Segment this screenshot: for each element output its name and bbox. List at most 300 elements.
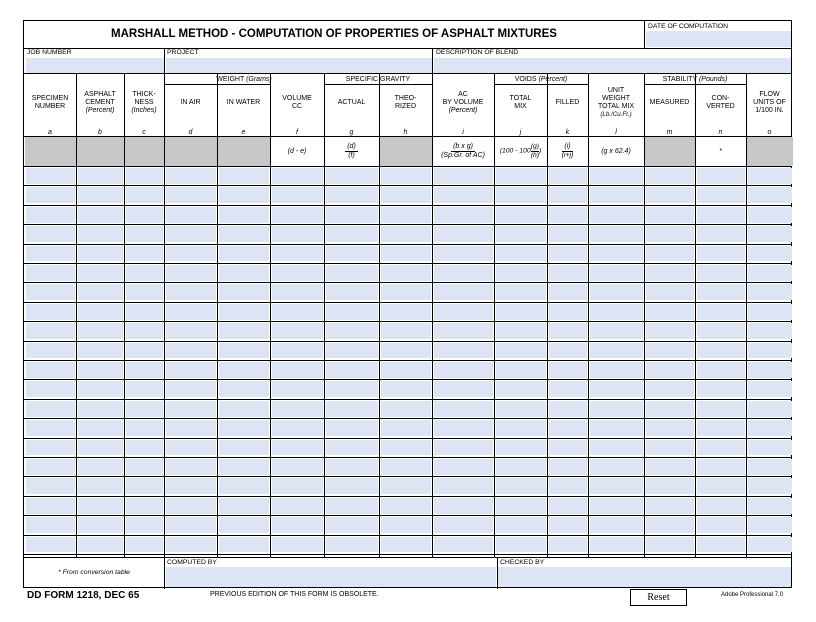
cell-h-row-1[interactable] — [381, 168, 431, 184]
cell-g-row-15[interactable] — [326, 440, 378, 456]
cell-d-row-19[interactable] — [166, 517, 216, 533]
cell-g-row-4[interactable] — [326, 226, 378, 242]
cell-a-row-13[interactable] — [26, 401, 75, 417]
cell-b-row-16[interactable] — [78, 459, 123, 475]
cell-j-row-18[interactable] — [496, 498, 546, 514]
cell-k-row-11[interactable] — [549, 362, 587, 378]
cell-h-row-16[interactable] — [381, 459, 431, 475]
cell-e-row-8[interactable] — [219, 304, 269, 320]
cell-e-row-1[interactable] — [219, 168, 269, 184]
cell-l-row-14[interactable] — [590, 420, 643, 436]
cell-k-row-2[interactable] — [549, 187, 587, 203]
cell-i-row-16[interactable] — [434, 459, 493, 475]
cell-o-row-17[interactable] — [748, 478, 792, 494]
cell-b-row-1[interactable] — [78, 168, 123, 184]
cell-e-row-5[interactable] — [219, 246, 269, 262]
cell-k-row-8[interactable] — [549, 304, 587, 320]
cell-m-row-6[interactable] — [646, 265, 694, 281]
cell-n-row-10[interactable] — [697, 343, 745, 359]
cell-f-row-6[interactable] — [272, 265, 323, 281]
cell-f-row-11[interactable] — [272, 362, 323, 378]
cell-d-row-13[interactable] — [166, 401, 216, 417]
cell-k-row-3[interactable] — [549, 207, 587, 223]
cell-l-row-20[interactable] — [590, 537, 643, 553]
cell-j-row-14[interactable] — [496, 420, 546, 436]
cell-h-row-2[interactable] — [381, 187, 431, 203]
cell-m-row-14[interactable] — [646, 420, 694, 436]
cell-f-row-19[interactable] — [272, 517, 323, 533]
cell-g-row-18[interactable] — [326, 498, 378, 514]
cell-j-row-9[interactable] — [496, 323, 546, 339]
cell-e-row-2[interactable] — [219, 187, 269, 203]
cell-m-row-4[interactable] — [646, 226, 694, 242]
cell-g-row-19[interactable] — [326, 517, 378, 533]
cell-a-row-4[interactable] — [26, 226, 75, 242]
cell-b-row-7[interactable] — [78, 284, 123, 300]
cell-o-row-11[interactable] — [748, 362, 792, 378]
cell-d-row-8[interactable] — [166, 304, 216, 320]
cell-k-row-7[interactable] — [549, 284, 587, 300]
cell-b-row-17[interactable] — [78, 478, 123, 494]
cell-i-row-2[interactable] — [434, 187, 493, 203]
cell-m-row-3[interactable] — [646, 207, 694, 223]
cell-e-row-16[interactable] — [219, 459, 269, 475]
cell-j-row-19[interactable] — [496, 517, 546, 533]
cell-l-row-5[interactable] — [590, 246, 643, 262]
cell-c-row-11[interactable] — [126, 362, 163, 378]
cell-n-row-8[interactable] — [697, 304, 745, 320]
cell-n-row-1[interactable] — [697, 168, 745, 184]
cell-c-row-5[interactable] — [126, 246, 163, 262]
cell-l-row-7[interactable] — [590, 284, 643, 300]
cell-m-row-16[interactable] — [646, 459, 694, 475]
cell-d-row-5[interactable] — [166, 246, 216, 262]
cell-f-row-7[interactable] — [272, 284, 323, 300]
cell-a-row-18[interactable] — [26, 498, 75, 514]
cell-f-row-4[interactable] — [272, 226, 323, 242]
cell-l-row-11[interactable] — [590, 362, 643, 378]
cell-f-row-10[interactable] — [272, 343, 323, 359]
cell-k-row-6[interactable] — [549, 265, 587, 281]
cell-e-row-19[interactable] — [219, 517, 269, 533]
cell-i-row-8[interactable] — [434, 304, 493, 320]
cell-m-row-1[interactable] — [646, 168, 694, 184]
cell-l-row-19[interactable] — [590, 517, 643, 533]
cell-g-row-9[interactable] — [326, 323, 378, 339]
cell-d-row-15[interactable] — [166, 440, 216, 456]
cell-l-row-16[interactable] — [590, 459, 643, 475]
cell-d-row-2[interactable] — [166, 187, 216, 203]
cell-k-row-4[interactable] — [549, 226, 587, 242]
cell-n-row-19[interactable] — [697, 517, 745, 533]
cell-c-row-14[interactable] — [126, 420, 163, 436]
cell-i-row-17[interactable] — [434, 478, 493, 494]
cell-b-row-2[interactable] — [78, 187, 123, 203]
cell-l-row-3[interactable] — [590, 207, 643, 223]
cell-e-row-18[interactable] — [219, 498, 269, 514]
cell-b-row-9[interactable] — [78, 323, 123, 339]
cell-n-row-13[interactable] — [697, 401, 745, 417]
cell-j-row-16[interactable] — [496, 459, 546, 475]
cell-a-row-1[interactable] — [26, 168, 75, 184]
cell-m-row-11[interactable] — [646, 362, 694, 378]
cell-l-row-2[interactable] — [590, 187, 643, 203]
cell-j-row-17[interactable] — [496, 478, 546, 494]
date-of-computation-field[interactable] — [646, 31, 791, 47]
cell-g-row-13[interactable] — [326, 401, 378, 417]
cell-h-row-4[interactable] — [381, 226, 431, 242]
checked-by-field[interactable] — [498, 567, 791, 587]
cell-f-row-17[interactable] — [272, 478, 323, 494]
cell-h-row-8[interactable] — [381, 304, 431, 320]
cell-k-row-15[interactable] — [549, 440, 587, 456]
cell-d-row-10[interactable] — [166, 343, 216, 359]
cell-k-row-5[interactable] — [549, 246, 587, 262]
cell-n-row-2[interactable] — [697, 187, 745, 203]
cell-o-row-15[interactable] — [748, 440, 792, 456]
cell-g-row-1[interactable] — [326, 168, 378, 184]
cell-m-row-12[interactable] — [646, 381, 694, 397]
cell-e-row-10[interactable] — [219, 343, 269, 359]
cell-k-row-13[interactable] — [549, 401, 587, 417]
cell-m-row-10[interactable] — [646, 343, 694, 359]
cell-a-row-20[interactable] — [26, 537, 75, 553]
cell-l-row-8[interactable] — [590, 304, 643, 320]
cell-l-row-17[interactable] — [590, 478, 643, 494]
cell-b-row-5[interactable] — [78, 246, 123, 262]
cell-e-row-17[interactable] — [219, 478, 269, 494]
cell-g-row-2[interactable] — [326, 187, 378, 203]
cell-o-row-19[interactable] — [748, 517, 792, 533]
cell-m-row-5[interactable] — [646, 246, 694, 262]
cell-m-row-15[interactable] — [646, 440, 694, 456]
cell-e-row-12[interactable] — [219, 381, 269, 397]
cell-e-row-4[interactable] — [219, 226, 269, 242]
cell-g-row-10[interactable] — [326, 343, 378, 359]
cell-g-row-11[interactable] — [326, 362, 378, 378]
cell-l-row-9[interactable] — [590, 323, 643, 339]
cell-g-row-3[interactable] — [326, 207, 378, 223]
cell-i-row-19[interactable] — [434, 517, 493, 533]
cell-c-row-12[interactable] — [126, 381, 163, 397]
cell-e-row-7[interactable] — [219, 284, 269, 300]
cell-g-row-17[interactable] — [326, 478, 378, 494]
cell-j-row-1[interactable] — [496, 168, 546, 184]
cell-e-row-9[interactable] — [219, 323, 269, 339]
cell-b-row-8[interactable] — [78, 304, 123, 320]
cell-n-row-6[interactable] — [697, 265, 745, 281]
cell-o-row-12[interactable] — [748, 381, 792, 397]
cell-c-row-7[interactable] — [126, 284, 163, 300]
cell-n-row-15[interactable] — [697, 440, 745, 456]
cell-j-row-4[interactable] — [496, 226, 546, 242]
cell-k-row-19[interactable] — [549, 517, 587, 533]
cell-b-row-6[interactable] — [78, 265, 123, 281]
cell-a-row-6[interactable] — [26, 265, 75, 281]
cell-a-row-10[interactable] — [26, 343, 75, 359]
cell-g-row-6[interactable] — [326, 265, 378, 281]
cell-j-row-11[interactable] — [496, 362, 546, 378]
cell-n-row-12[interactable] — [697, 381, 745, 397]
cell-g-row-8[interactable] — [326, 304, 378, 320]
cell-e-row-13[interactable] — [219, 401, 269, 417]
cell-c-row-3[interactable] — [126, 207, 163, 223]
cell-o-row-8[interactable] — [748, 304, 792, 320]
cell-l-row-6[interactable] — [590, 265, 643, 281]
cell-o-row-20[interactable] — [748, 537, 792, 553]
cell-f-row-18[interactable] — [272, 498, 323, 514]
cell-h-row-10[interactable] — [381, 343, 431, 359]
cell-i-row-10[interactable] — [434, 343, 493, 359]
cell-a-row-17[interactable] — [26, 478, 75, 494]
cell-k-row-16[interactable] — [549, 459, 587, 475]
cell-k-row-9[interactable] — [549, 323, 587, 339]
cell-f-row-5[interactable] — [272, 246, 323, 262]
cell-k-row-12[interactable] — [549, 381, 587, 397]
cell-n-row-16[interactable] — [697, 459, 745, 475]
cell-m-row-9[interactable] — [646, 323, 694, 339]
cell-b-row-14[interactable] — [78, 420, 123, 436]
cell-a-row-5[interactable] — [26, 246, 75, 262]
cell-j-row-5[interactable] — [496, 246, 546, 262]
cell-j-row-12[interactable] — [496, 381, 546, 397]
cell-h-row-11[interactable] — [381, 362, 431, 378]
cell-o-row-14[interactable] — [748, 420, 792, 436]
cell-n-row-7[interactable] — [697, 284, 745, 300]
cell-d-row-14[interactable] — [166, 420, 216, 436]
cell-h-row-6[interactable] — [381, 265, 431, 281]
cell-j-row-7[interactable] — [496, 284, 546, 300]
cell-d-row-3[interactable] — [166, 207, 216, 223]
cell-i-row-7[interactable] — [434, 284, 493, 300]
cell-f-row-13[interactable] — [272, 401, 323, 417]
cell-l-row-12[interactable] — [590, 381, 643, 397]
cell-i-row-12[interactable] — [434, 381, 493, 397]
project-field[interactable] — [166, 58, 432, 73]
cell-h-row-17[interactable] — [381, 478, 431, 494]
cell-g-row-16[interactable] — [326, 459, 378, 475]
cell-c-row-8[interactable] — [126, 304, 163, 320]
cell-c-row-15[interactable] — [126, 440, 163, 456]
cell-h-row-12[interactable] — [381, 381, 431, 397]
cell-n-row-17[interactable] — [697, 478, 745, 494]
cell-h-row-9[interactable] — [381, 323, 431, 339]
cell-m-row-19[interactable] — [646, 517, 694, 533]
cell-j-row-8[interactable] — [496, 304, 546, 320]
cell-l-row-10[interactable] — [590, 343, 643, 359]
cell-e-row-20[interactable] — [219, 537, 269, 553]
cell-b-row-4[interactable] — [78, 226, 123, 242]
cell-h-row-20[interactable] — [381, 537, 431, 553]
cell-l-row-4[interactable] — [590, 226, 643, 242]
cell-c-row-9[interactable] — [126, 323, 163, 339]
cell-n-row-18[interactable] — [697, 498, 745, 514]
cell-c-row-4[interactable] — [126, 226, 163, 242]
cell-a-row-2[interactable] — [26, 187, 75, 203]
cell-h-row-19[interactable] — [381, 517, 431, 533]
cell-j-row-2[interactable] — [496, 187, 546, 203]
cell-e-row-11[interactable] — [219, 362, 269, 378]
cell-f-row-12[interactable] — [272, 381, 323, 397]
cell-d-row-18[interactable] — [166, 498, 216, 514]
cell-i-row-11[interactable] — [434, 362, 493, 378]
cell-f-row-8[interactable] — [272, 304, 323, 320]
cell-a-row-12[interactable] — [26, 381, 75, 397]
cell-i-row-20[interactable] — [434, 537, 493, 553]
cell-d-row-16[interactable] — [166, 459, 216, 475]
cell-h-row-15[interactable] — [381, 440, 431, 456]
cell-d-row-11[interactable] — [166, 362, 216, 378]
cell-i-row-3[interactable] — [434, 207, 493, 223]
cell-h-row-14[interactable] — [381, 420, 431, 436]
cell-n-row-14[interactable] — [697, 420, 745, 436]
cell-c-row-6[interactable] — [126, 265, 163, 281]
cell-n-row-3[interactable] — [697, 207, 745, 223]
cell-h-row-3[interactable] — [381, 207, 431, 223]
cell-o-row-10[interactable] — [748, 343, 792, 359]
cell-b-row-19[interactable] — [78, 517, 123, 533]
cell-n-row-20[interactable] — [697, 537, 745, 553]
cell-f-row-1[interactable] — [272, 168, 323, 184]
cell-b-row-18[interactable] — [78, 498, 123, 514]
cell-m-row-17[interactable] — [646, 478, 694, 494]
cell-m-row-20[interactable] — [646, 537, 694, 553]
cell-m-row-8[interactable] — [646, 304, 694, 320]
cell-a-row-16[interactable] — [26, 459, 75, 475]
cell-j-row-3[interactable] — [496, 207, 546, 223]
cell-o-row-13[interactable] — [748, 401, 792, 417]
cell-c-row-18[interactable] — [126, 498, 163, 514]
cell-k-row-1[interactable] — [549, 168, 587, 184]
cell-f-row-16[interactable] — [272, 459, 323, 475]
cell-g-row-7[interactable] — [326, 284, 378, 300]
cell-j-row-20[interactable] — [496, 537, 546, 553]
cell-c-row-16[interactable] — [126, 459, 163, 475]
cell-d-row-6[interactable] — [166, 265, 216, 281]
cell-h-row-18[interactable] — [381, 498, 431, 514]
cell-o-row-9[interactable] — [748, 323, 792, 339]
cell-c-row-1[interactable] — [126, 168, 163, 184]
cell-j-row-15[interactable] — [496, 440, 546, 456]
cell-l-row-18[interactable] — [590, 498, 643, 514]
cell-d-row-12[interactable] — [166, 381, 216, 397]
cell-j-row-10[interactable] — [496, 343, 546, 359]
cell-f-row-14[interactable] — [272, 420, 323, 436]
cell-i-row-9[interactable] — [434, 323, 493, 339]
cell-o-row-2[interactable] — [748, 187, 792, 203]
cell-d-row-4[interactable] — [166, 226, 216, 242]
cell-f-row-9[interactable] — [272, 323, 323, 339]
cell-i-row-18[interactable] — [434, 498, 493, 514]
cell-c-row-2[interactable] — [126, 187, 163, 203]
cell-l-row-13[interactable] — [590, 401, 643, 417]
cell-i-row-1[interactable] — [434, 168, 493, 184]
cell-i-row-6[interactable] — [434, 265, 493, 281]
cell-a-row-15[interactable] — [26, 440, 75, 456]
cell-h-row-13[interactable] — [381, 401, 431, 417]
cell-i-row-14[interactable] — [434, 420, 493, 436]
cell-j-row-6[interactable] — [496, 265, 546, 281]
cell-a-row-14[interactable] — [26, 420, 75, 436]
cell-i-row-13[interactable] — [434, 401, 493, 417]
cell-a-row-9[interactable] — [26, 323, 75, 339]
cell-o-row-6[interactable] — [748, 265, 792, 281]
cell-o-row-7[interactable] — [748, 284, 792, 300]
cell-a-row-11[interactable] — [26, 362, 75, 378]
cell-a-row-19[interactable] — [26, 517, 75, 533]
cell-k-row-14[interactable] — [549, 420, 587, 436]
cell-b-row-10[interactable] — [78, 343, 123, 359]
cell-b-row-15[interactable] — [78, 440, 123, 456]
cell-c-row-20[interactable] — [126, 537, 163, 553]
cell-e-row-6[interactable] — [219, 265, 269, 281]
job-number-field[interactable] — [26, 58, 164, 73]
description-of-blend-field[interactable] — [434, 58, 791, 73]
cell-c-row-17[interactable] — [126, 478, 163, 494]
cell-j-row-13[interactable] — [496, 401, 546, 417]
cell-e-row-15[interactable] — [219, 440, 269, 456]
cell-b-row-3[interactable] — [78, 207, 123, 223]
cell-g-row-5[interactable] — [326, 246, 378, 262]
cell-m-row-2[interactable] — [646, 187, 694, 203]
cell-n-row-9[interactable] — [697, 323, 745, 339]
cell-o-row-5[interactable] — [748, 246, 792, 262]
cell-k-row-18[interactable] — [549, 498, 587, 514]
cell-b-row-12[interactable] — [78, 381, 123, 397]
cell-m-row-7[interactable] — [646, 284, 694, 300]
cell-g-row-14[interactable] — [326, 420, 378, 436]
cell-m-row-18[interactable] — [646, 498, 694, 514]
cell-f-row-15[interactable] — [272, 440, 323, 456]
cell-k-row-20[interactable] — [549, 537, 587, 553]
cell-l-row-15[interactable] — [590, 440, 643, 456]
reset-button[interactable]: Reset — [630, 589, 687, 606]
cell-d-row-1[interactable] — [166, 168, 216, 184]
cell-k-row-17[interactable] — [549, 478, 587, 494]
computed-by-field[interactable] — [166, 567, 496, 587]
cell-i-row-15[interactable] — [434, 440, 493, 456]
cell-e-row-3[interactable] — [219, 207, 269, 223]
cell-f-row-3[interactable] — [272, 207, 323, 223]
cell-o-row-16[interactable] — [748, 459, 792, 475]
cell-n-row-11[interactable] — [697, 362, 745, 378]
cell-n-row-4[interactable] — [697, 226, 745, 242]
cell-d-row-20[interactable] — [166, 537, 216, 553]
cell-i-row-4[interactable] — [434, 226, 493, 242]
cell-h-row-5[interactable] — [381, 246, 431, 262]
cell-b-row-20[interactable] — [78, 537, 123, 553]
cell-f-row-2[interactable] — [272, 187, 323, 203]
cell-c-row-10[interactable] — [126, 343, 163, 359]
cell-g-row-12[interactable] — [326, 381, 378, 397]
cell-i-row-5[interactable] — [434, 246, 493, 262]
cell-h-row-7[interactable] — [381, 284, 431, 300]
cell-a-row-8[interactable] — [26, 304, 75, 320]
cell-o-row-3[interactable] — [748, 207, 792, 223]
cell-m-row-13[interactable] — [646, 401, 694, 417]
cell-c-row-19[interactable] — [126, 517, 163, 533]
cell-b-row-11[interactable] — [78, 362, 123, 378]
cell-e-row-14[interactable] — [219, 420, 269, 436]
cell-g-row-20[interactable] — [326, 537, 378, 553]
cell-a-row-3[interactable] — [26, 207, 75, 223]
cell-d-row-7[interactable] — [166, 284, 216, 300]
cell-d-row-9[interactable] — [166, 323, 216, 339]
cell-l-row-1[interactable] — [590, 168, 643, 184]
cell-o-row-4[interactable] — [748, 226, 792, 242]
cell-n-row-5[interactable] — [697, 246, 745, 262]
cell-o-row-18[interactable] — [748, 498, 792, 514]
